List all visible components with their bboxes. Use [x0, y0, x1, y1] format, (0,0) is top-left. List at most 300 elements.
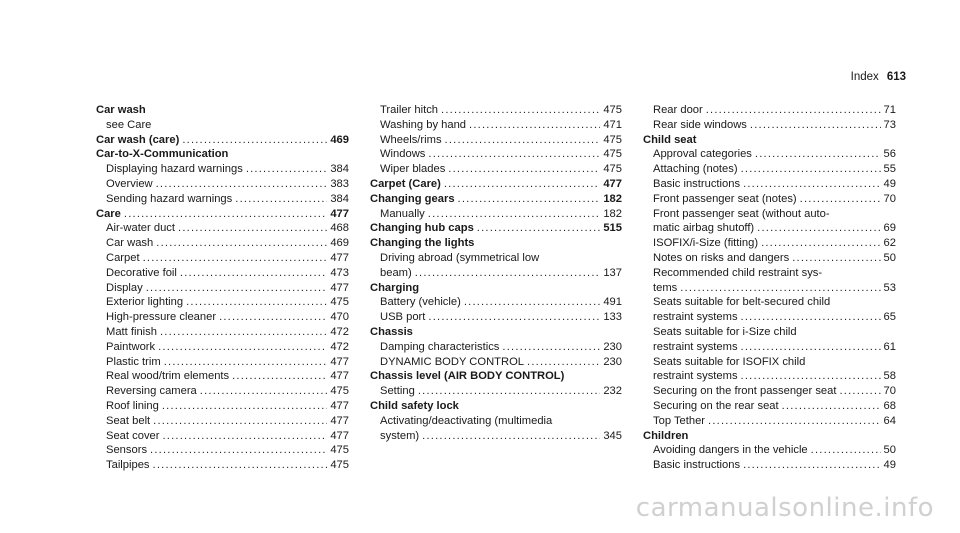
subentry-line	[106, 162, 349, 177]
subentry-text: Seat belt	[106, 414, 151, 427]
index-entry	[370, 369, 622, 399]
subentry-text: see Care	[106, 118, 152, 131]
page-ref[interactable]: 475	[330, 296, 349, 309]
page-ref[interactable]: 475	[603, 104, 622, 116]
dot-leader	[164, 355, 328, 370]
dot-leader	[706, 103, 881, 118]
index-subentry	[370, 147, 622, 162]
subentry-line	[653, 207, 896, 222]
dot-leader	[162, 399, 327, 414]
page-ref[interactable]: 475	[603, 148, 622, 161]
index-entry	[370, 399, 622, 443]
subentry-text: Securing on the front passenger seat	[653, 385, 837, 398]
subentry-line	[380, 133, 622, 148]
dot-leader	[178, 221, 327, 236]
index-term: Car-to-X-Communication	[96, 148, 229, 161]
dot-leader	[146, 281, 328, 296]
index-subentry	[96, 251, 349, 266]
subentry-text: Front passenger seat (notes)	[653, 192, 797, 205]
subentry-text: Approval categories	[653, 148, 752, 161]
subentry-line	[380, 103, 622, 118]
index-entry	[370, 177, 622, 192]
index-subentry	[370, 162, 622, 177]
index-subentry	[370, 355, 622, 370]
subentry-text: Recommended child restraint sys-	[653, 266, 823, 279]
subentry-text: Displaying hazard warnings	[106, 163, 243, 176]
subentry-line	[380, 118, 622, 133]
index-subentry	[96, 118, 349, 133]
page-ref[interactable]: 477	[330, 281, 349, 294]
subentry-line	[380, 340, 622, 355]
index-subentry	[370, 384, 622, 399]
page-ref[interactable]: 477	[330, 251, 349, 264]
dot-leader	[422, 429, 600, 444]
page-ref[interactable]: 55	[883, 163, 896, 176]
subentry-text: ISOFIX/i-Size (fitting)	[653, 237, 759, 250]
subentry-line	[653, 221, 896, 236]
index-entry	[370, 325, 622, 369]
subentry-line	[653, 162, 896, 177]
subentry-line	[106, 236, 349, 251]
subentry-text: Activating/deactivating (multimedia	[380, 414, 553, 427]
dot-leader	[153, 458, 328, 473]
index-term-line	[643, 133, 896, 148]
index-entry	[370, 103, 622, 177]
index-subentry	[643, 192, 896, 207]
index-subentry	[643, 118, 896, 133]
dot-leader	[232, 369, 327, 384]
subentry-line	[653, 147, 896, 162]
index-subentry	[96, 369, 349, 384]
index-subentry	[96, 310, 349, 325]
dot-leader	[150, 443, 327, 458]
index-subentry	[643, 103, 896, 118]
index-subentry	[643, 147, 896, 162]
subentry-line	[106, 429, 349, 444]
dot-leader	[782, 399, 881, 414]
index-subentry	[643, 458, 896, 473]
subentry-line	[653, 295, 896, 310]
dot-leader	[143, 251, 328, 266]
subentry-text: Seats suitable for i-Size child	[653, 325, 797, 338]
subentry-text: Overview	[106, 177, 153, 190]
dot-leader	[182, 133, 327, 148]
page-ref[interactable]: 383	[330, 177, 349, 190]
index-entry	[96, 147, 349, 206]
subentry-text: Rear door	[653, 104, 703, 116]
page-ref[interactable]: 58	[883, 370, 896, 383]
watermark: carmanualsonline.info	[635, 493, 934, 523]
page-ref[interactable]: 475	[603, 133, 622, 146]
index-term-line	[370, 369, 622, 384]
subentry-text: Wheels/rims	[380, 133, 442, 146]
subentry-text: Sensors	[106, 444, 148, 457]
dot-leader	[156, 236, 327, 251]
dot-leader	[158, 340, 327, 355]
subentry-line	[653, 192, 896, 207]
index-term-line	[96, 207, 349, 222]
subentry-line	[380, 295, 622, 310]
dot-leader	[741, 310, 881, 325]
subentry-text: Carpet	[106, 251, 140, 264]
page-ref[interactable]: 68	[883, 399, 896, 412]
page-ref[interactable]: 477	[330, 399, 349, 412]
index-term: Care	[96, 207, 121, 220]
index-subentry	[643, 399, 896, 414]
index-entry	[370, 236, 622, 280]
dot-leader	[458, 192, 601, 207]
subentry-text: Car wash	[106, 237, 154, 250]
page-ref[interactable]: 182	[603, 207, 622, 220]
subentry-text: Paintwork	[106, 340, 156, 353]
subentry-text: Trailer hitch	[380, 104, 439, 116]
page-ref[interactable]: 469	[330, 237, 349, 250]
subentry-text: Seats suitable for ISOFIX child	[653, 355, 806, 368]
subentry-line	[380, 162, 622, 177]
subentry-line	[106, 414, 349, 429]
subentry-text: USB port	[380, 311, 426, 324]
page-ref[interactable]: 345	[603, 429, 622, 442]
page-ref[interactable]: 137	[603, 266, 622, 279]
dot-leader	[811, 443, 881, 458]
subentry-text: Notes on risks and dangers	[653, 251, 790, 264]
subentry-line	[380, 414, 622, 429]
subentry-line	[653, 384, 896, 399]
subentry-line	[106, 384, 349, 399]
index-entry	[370, 221, 622, 236]
page-header-title: Index	[850, 71, 879, 83]
index-subentry	[643, 384, 896, 399]
subentry-text: restraint systems	[653, 311, 738, 324]
index-term-line	[370, 192, 622, 207]
index-subentry	[643, 251, 896, 266]
dot-leader	[153, 414, 327, 429]
page-ref[interactable]: 64	[883, 414, 896, 427]
dot-leader	[235, 192, 327, 207]
subentry-line	[653, 443, 896, 458]
index-subentry	[643, 443, 896, 458]
index-subentry	[96, 443, 349, 458]
index-term: Children	[643, 429, 689, 442]
index-term-line	[370, 177, 622, 192]
page-ref[interactable]: 56	[883, 148, 896, 161]
index-subentry	[643, 414, 896, 429]
index-subentry	[370, 103, 622, 118]
index-term: Child seat	[643, 133, 697, 146]
page-ref[interactable]: 470	[330, 311, 349, 324]
dot-leader	[469, 118, 600, 133]
dot-leader	[156, 177, 328, 192]
dot-leader	[418, 384, 600, 399]
page-ref[interactable]: 491	[603, 296, 622, 309]
subentry-line	[106, 221, 349, 236]
subentry-line	[653, 310, 896, 325]
dot-leader	[180, 266, 327, 281]
index-subentry	[643, 236, 896, 251]
subentry-text: Securing on the rear seat	[653, 399, 779, 412]
page-ref[interactable]: 472	[330, 340, 349, 353]
subentry-text: Roof lining	[106, 399, 159, 412]
page-ref[interactable]: 471	[603, 118, 622, 131]
subentry-line	[653, 414, 896, 429]
subentry-text: Display	[106, 281, 143, 294]
subentry-line	[653, 325, 896, 340]
page-ref[interactable]: 477	[330, 355, 349, 368]
index-subentry	[96, 221, 349, 236]
subentry-line	[106, 118, 349, 133]
dot-leader	[708, 414, 881, 429]
page-ref[interactable]: 232	[603, 385, 622, 398]
index-term: Car wash (care)	[96, 133, 180, 146]
subentry-text: matic airbag shutoff)	[653, 222, 755, 235]
subentry-line	[106, 310, 349, 325]
index-term-line	[370, 399, 622, 414]
dot-leader	[502, 340, 600, 355]
subentry-text: Seats suitable for belt-secured child	[653, 296, 831, 309]
subentry-text: Exterior lighting	[106, 296, 184, 309]
index-subentry	[370, 310, 622, 325]
dot-leader	[428, 147, 600, 162]
index-subentry	[96, 192, 349, 207]
subentry-text: Battery (vehicle)	[380, 296, 461, 309]
index-subentry	[96, 340, 349, 355]
dot-leader	[246, 162, 328, 177]
index-subentry	[96, 236, 349, 251]
dot-leader	[477, 221, 601, 236]
index-subentry	[96, 458, 349, 473]
subentry-text: Attaching (notes)	[653, 163, 738, 176]
subentry-line	[380, 207, 622, 222]
page-ref[interactable]: 477	[330, 370, 349, 383]
subentry-line	[106, 458, 349, 473]
subentry-line	[653, 355, 896, 370]
subentry-line	[653, 369, 896, 384]
index-subentry	[96, 414, 349, 429]
subentry-text: Damping characteristics	[380, 340, 500, 353]
page-ref[interactable]: 65	[883, 311, 896, 324]
index-term-line	[643, 429, 896, 444]
subentry-text: Avoiding dangers in the vehicle	[653, 444, 808, 457]
page-ref[interactable]: 133	[603, 311, 622, 324]
page-ref[interactable]: 475	[330, 459, 349, 472]
subentry-text: Seat cover	[106, 429, 160, 442]
subentry-line	[380, 266, 622, 281]
subentry-text: Setting	[380, 385, 415, 398]
subentry-line	[653, 103, 896, 118]
page-ref[interactable]: 475	[330, 444, 349, 457]
page-ref[interactable]: 475	[603, 163, 622, 176]
subentry-line	[653, 236, 896, 251]
subentry-text: DYNAMIC BODY CONTROL	[380, 355, 525, 368]
page-ref[interactable]: 70	[883, 192, 896, 205]
page-ref[interactable]: 182	[603, 192, 622, 205]
subentry-text: Driving abroad (symmetrical low	[380, 251, 540, 264]
subentry-line	[106, 192, 349, 207]
page-ref[interactable]: 475	[330, 385, 349, 398]
dot-leader	[219, 310, 327, 325]
subentry-text: Matt finish	[106, 325, 157, 338]
dot-leader	[186, 295, 327, 310]
subentry-line	[380, 251, 622, 266]
page-ref[interactable]: 73	[883, 118, 896, 131]
subentry-text: tems	[653, 281, 678, 294]
dot-leader	[743, 458, 880, 473]
page-ref[interactable]: 53	[883, 281, 896, 294]
page-header	[851, 70, 906, 84]
page-ref[interactable]: 477	[603, 177, 622, 190]
page-ref[interactable]: 49	[883, 459, 896, 472]
dot-leader	[743, 177, 880, 192]
index-entry	[370, 281, 622, 325]
index-term: Carpet (Care)	[370, 177, 441, 190]
dot-leader	[757, 221, 880, 236]
index-subentry	[643, 295, 896, 325]
page-ref[interactable]: 469	[330, 133, 349, 146]
dot-leader	[162, 429, 327, 444]
subentry-line	[653, 118, 896, 133]
index-subentry	[643, 325, 896, 355]
index-subentry	[643, 207, 896, 237]
dot-leader	[741, 340, 881, 355]
subentry-line	[106, 340, 349, 355]
index-entry	[96, 207, 349, 473]
subentry-line	[106, 266, 349, 281]
subentry-text: restraint systems	[653, 340, 738, 353]
index-subentry	[370, 414, 622, 444]
page-ref[interactable]: 477	[330, 414, 349, 427]
dot-leader	[441, 103, 600, 118]
index-entry	[96, 103, 349, 133]
index-term: Changing hub caps	[370, 222, 474, 235]
index-subentry	[370, 340, 622, 355]
index-subentry	[96, 281, 349, 296]
subentry-text: Real wood/trim elements	[106, 370, 230, 383]
index-column-2	[370, 103, 622, 443]
page-ref[interactable]: 230	[603, 340, 622, 353]
subentry-text: Rear side windows	[653, 118, 747, 131]
page-ref[interactable]: 49	[883, 177, 896, 190]
index-subentry	[370, 133, 622, 148]
subentry-line	[106, 281, 349, 296]
index-subentry	[643, 266, 896, 296]
subentry-text: Wiper blades	[380, 163, 446, 176]
subentry-line	[106, 325, 349, 340]
index-term: Chassis level (AIR BODY CONTROL)	[370, 370, 565, 383]
subentry-text: Reversing camera	[106, 385, 197, 398]
subentry-line	[653, 266, 896, 281]
page-ref[interactable]: 50	[883, 251, 896, 264]
subentry-text: Decorative foil	[106, 266, 177, 279]
subentry-text: Basic instructions	[653, 459, 741, 472]
page-ref[interactable]: 50	[883, 444, 896, 457]
dot-leader	[839, 384, 880, 399]
page-ref[interactable]: 61	[883, 340, 896, 353]
dot-leader	[527, 355, 600, 370]
subentry-line	[380, 384, 622, 399]
page-ref[interactable]: 69	[883, 222, 896, 235]
dot-leader	[448, 162, 600, 177]
dot-leader	[428, 207, 601, 222]
index-entry	[643, 103, 896, 133]
page-ref[interactable]: 230	[603, 355, 622, 368]
dot-leader	[755, 147, 881, 162]
index-term-line	[96, 103, 349, 118]
index-subentry	[96, 266, 349, 281]
page-ref[interactable]: 62	[883, 237, 896, 250]
subentry-line	[653, 399, 896, 414]
dot-leader	[160, 325, 327, 340]
dot-leader	[792, 251, 880, 266]
page-ref[interactable]: 71	[883, 104, 896, 116]
index-column-1	[96, 103, 349, 473]
dot-leader	[445, 133, 601, 148]
subentry-line	[106, 251, 349, 266]
dot-leader	[200, 384, 328, 399]
index-entry	[643, 429, 896, 473]
index-subentry	[96, 355, 349, 370]
page-ref[interactable]: 468	[330, 222, 349, 235]
index-subentry	[96, 162, 349, 177]
subentry-text: Air-water duct	[106, 222, 176, 235]
dot-leader	[428, 310, 600, 325]
subentry-line	[106, 295, 349, 310]
page-ref[interactable]: 472	[330, 325, 349, 338]
subentry-text: beam)	[380, 266, 412, 279]
index-term-line	[96, 133, 349, 148]
index-term: Car wash	[96, 104, 146, 116]
index-entry	[643, 133, 896, 429]
page-ref[interactable]: 384	[330, 163, 349, 176]
index-subentry	[370, 251, 622, 281]
dot-leader	[741, 369, 881, 384]
subentry-text: Basic instructions	[653, 177, 741, 190]
subentry-line	[106, 443, 349, 458]
index-subentry	[643, 162, 896, 177]
page-ref[interactable]: 384	[330, 192, 349, 205]
page-number: 613	[886, 71, 906, 83]
page-ref[interactable]: 477	[330, 429, 349, 442]
index-term: Changing gears	[370, 192, 455, 205]
dot-leader	[750, 118, 881, 133]
page-ref[interactable]: 477	[330, 207, 349, 220]
index-subentry	[96, 325, 349, 340]
index-entry	[370, 192, 622, 222]
page-ref[interactable]: 473	[330, 266, 349, 279]
dot-leader	[124, 207, 327, 222]
subentry-line	[653, 251, 896, 266]
subentry-line	[380, 429, 622, 444]
page-ref[interactable]: 515	[603, 222, 622, 235]
subentry-text: Front passenger seat (without auto-	[653, 207, 830, 220]
subentry-text: Manually	[380, 207, 425, 220]
subentry-line	[380, 147, 622, 162]
index-subentry	[370, 295, 622, 310]
index-subentry	[370, 118, 622, 133]
dot-leader	[415, 266, 601, 281]
subentry-line	[653, 177, 896, 192]
index-term-line	[370, 281, 622, 296]
page-ref[interactable]: 70	[883, 385, 896, 398]
index-term: Changing the lights	[370, 237, 475, 250]
subentry-text: Washing by hand	[380, 118, 467, 131]
dot-leader	[741, 162, 881, 177]
index-subentry	[96, 295, 349, 310]
index-term-line	[370, 236, 622, 251]
dot-leader	[800, 192, 881, 207]
index-term-line	[96, 147, 349, 162]
subentry-line	[106, 355, 349, 370]
dot-leader	[680, 281, 880, 296]
